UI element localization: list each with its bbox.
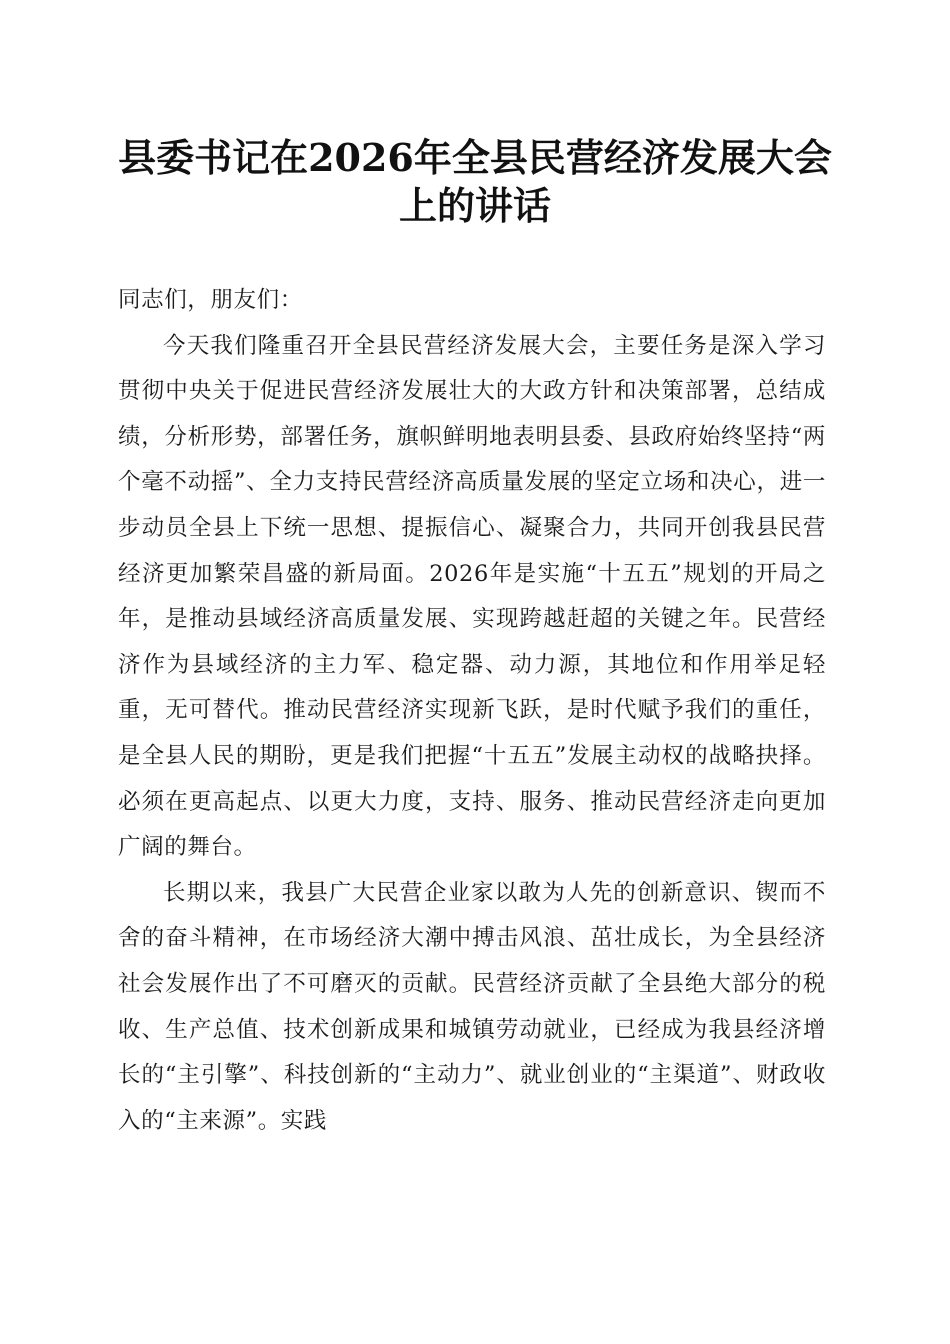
document-body [118,278,826,1144]
paragraph-1: 今天我们隆重召开全县民营经济发展大会，主要任务是深入学习贯彻中央关于促进民营经济发展壮大的大政方针和决策部署，总结成绩，分析形势，部署任务，旗帜鲜明地表明县委、县政府始终坚持“两个毫不动摇”、全力支持民营经济高质量发展的坚定立场和决心，进一步动员全县上下统一思想、提振信心、凝聚合力，共同开创我县民营经济更加繁荣昌盛的新局面。2026年是实施“十五五”规划的开局之年，是推动县域经济高质量发展、实现跨越赶超的关键之年。民营经济作为县域经济的主力军、稳定器、动力源，其地位和作用举足轻重，无可替代。推动民营经济实现新飞跃，是时代赋予我们的重任，是全县人民的期盼，更是我们把握“十五五”发展主动权的战略抉择。必须在更高起点、以更大力度，支持、服务、推动民营经济走向更加广阔的舞台。 [118,332,826,861]
document-title: 县委书记在2026年全县民营经济发展大会上的讲话 [118,135,832,228]
salutation: 同志们，朋友们： [118,287,303,313]
paragraph-2: 长期以来，我县广大民营企业家以敢为人先的创新意识、锲而不舍的奋斗精神，在市场经济大潮中搏击风浪、茁壮成长，为全县经济社会发展作出了不可磨灭的贡献。民营经济贡献了全县绝大部分的税收、生产总值、技术创新成果和城镇劳动就业，已经成为我县经济增长的“主引擎”、科技创新的“主动力”、就业创业的“主渠道”、财政收入的“主来源”。实践 [118,879,826,1134]
